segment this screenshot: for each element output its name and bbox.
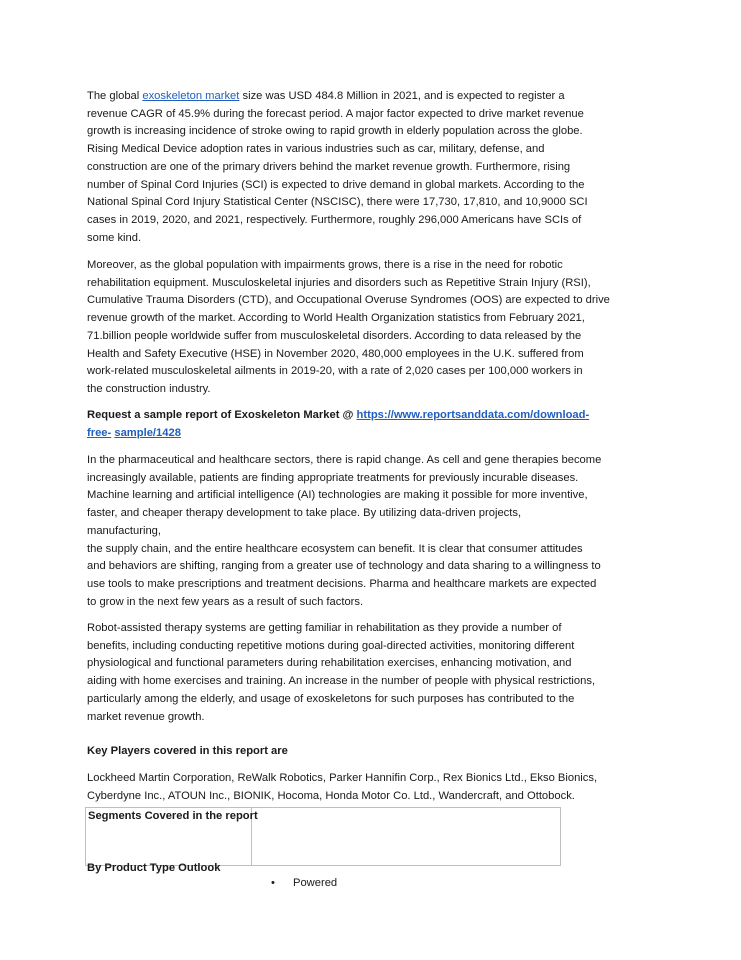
request-line-1 [87, 407, 659, 425]
robot-therapy-line: particularly among the elderly, and usage of exoskeletons for such purposes has contributed to the [87, 692, 575, 705]
segments-table-row [86, 808, 561, 866]
intro-line: National Spinal Cord Injury Statistical Center (NSCISC), there were 17,730, 17,810, and 10,9000 SCI [87, 196, 588, 209]
impairments-line: the construction industry. [87, 382, 211, 395]
key-players-line: Lockheed Martin Corporation, ReWalk Robotics, Parker Hannifin Corp., Rex Bionics Ltd., Ekso Bionics, [87, 772, 598, 784]
bullet-dot: • [271, 877, 275, 889]
robot-therapy-line: benefits, including conducting repetitive motions during goal-directed activities, monitoring different [87, 639, 575, 652]
pharma-line: manufacturing, [87, 524, 162, 537]
intro-line: growth is increasing incidence of stroke owing to rapid growth in elderly population across the globe. [87, 125, 583, 138]
intro-line: cases in 2019, 2020, and 2021, respectively. Furthermore, roughly 296,000 Americans have SCIs of [87, 213, 582, 226]
pharma-paragraph [87, 452, 659, 611]
pharma-line: increasingly available, patients are finding appropriate treatments for previously incurable diseases. [87, 471, 579, 484]
pharma-line: In the pharmaceutical and healthcare sectors, there is rapid change. As cell and gene therapies become [87, 454, 602, 466]
intro-line-1 [87, 88, 659, 106]
pharma-line: faster, and cheaper therapy development to take place. By utilizing data-driven projects, [87, 507, 522, 520]
robot-therapy-line: aiding with home exercises and training. An increase in the number of people with physical restrictions, [87, 675, 596, 688]
impairments-line: 71.billion people worldwide suffer from musculoskeletal disorders. According to data released by the [87, 329, 582, 342]
intro-line: construction are one of the primary drivers behind the market revenue growth. Furthermore, rising [87, 160, 571, 173]
request-sample-block [87, 407, 659, 442]
impairments-line: Moreover, as the global population with impairments grows, there is a rise in the need for robotic [87, 259, 563, 271]
pharma-line: Machine learning and artificial intelligence (AI) technologies are making it possible for more inventive, [87, 489, 588, 502]
pharma-line: to grow in the next few years as a result of such factors. [87, 595, 364, 608]
segments-empty-cell [252, 808, 561, 866]
impairments-line: Health and Safety Executive (HSE) in November 2020, 480,000 employees in the U.K. suffered from [87, 347, 584, 360]
intro-line: revenue CAGR of 45.9% during the forecast period. A major factor expected to drive market revenue [87, 107, 584, 120]
exoskeleton-market-link[interactable]: exoskeleton market [142, 90, 240, 102]
segments-heading: Segments Covered in the report [88, 810, 258, 822]
request-sample-link-end[interactable]: sample/1428 [114, 426, 181, 439]
pharma-line: use tools to make prescriptions and treatment decisions. Pharma and healthcare markets are expected [87, 577, 597, 590]
intro-line-1-post: size was USD 484.8 Million in 2021, and is expected to register a [239, 90, 565, 102]
impairments-paragraph [87, 257, 659, 399]
key-players-heading: Key Players covered in this report are [87, 745, 288, 757]
impairments-line: Cumulative Trauma Disorders (CTD), and Occupational Overuse Syndromes (OOS) are expected to drive [87, 294, 610, 307]
intro-line: number of Spinal Cord Injuries (SCI) is expected to drive demand in global markets. According to the [87, 178, 585, 191]
robot-therapy-line: Robot-assisted therapy systems are getting familiar in rehabilitation as they provide a number of [87, 622, 562, 634]
robot-therapy-paragraph [87, 620, 659, 726]
key-players-paragraph [87, 770, 659, 805]
impairments-line: revenue growth of the market. According to World Health Organization statistics from February 2021, [87, 312, 585, 325]
segments-heading-cell [86, 808, 258, 866]
robot-therapy-line: physiological and functional parameters during rehabilitation exercises, enhancing motivation, and [87, 657, 572, 670]
intro-line: Rising Medical Device adoption rates in various industries such as car, military, defense, and [87, 143, 545, 156]
pharma-line: the supply chain, and the entire healthcare ecosystem can benefit. It is clear that consumer attitudes [87, 542, 583, 555]
pharma-line: and behaviors are shifting, ranging from a greater use of technology and data sharing to a willingness to [87, 560, 601, 573]
request-prefix: Request a sample report of Exoskeleton Market @ [87, 409, 357, 421]
robot-therapy-line: market revenue growth. [87, 710, 205, 723]
impairments-line: work-related musculoskeletal ailments in 2019-20, with a rate of 2,020 cases per 100,000 workers in [87, 365, 583, 378]
product-type-heading: By Product Type Outlook [87, 862, 221, 874]
intro-line-1-pre: The global [87, 90, 143, 102]
request-line-2 [87, 425, 659, 443]
request-sample-link[interactable]: https://www.reportsanddata.com/download- [356, 409, 590, 421]
bullet-list-item [271, 875, 337, 893]
request-sample-link-cont[interactable]: free- [87, 426, 112, 439]
intro-paragraph [87, 88, 659, 247]
bullet-item-text: Powered [293, 877, 338, 889]
segments-table [85, 807, 561, 866]
key-players-line: Cyberdyne Inc., ATOUN Inc., BIONIK, Hocoma, Honda Motor Co. Ltd., Wandercraft, and Ottobock. [87, 789, 575, 802]
impairments-line: rehabilitation equipment. Musculoskeletal injuries and disorders such as Repetitive Strain Injury (RSI), [87, 276, 591, 289]
intro-line: some kind. [87, 231, 142, 244]
